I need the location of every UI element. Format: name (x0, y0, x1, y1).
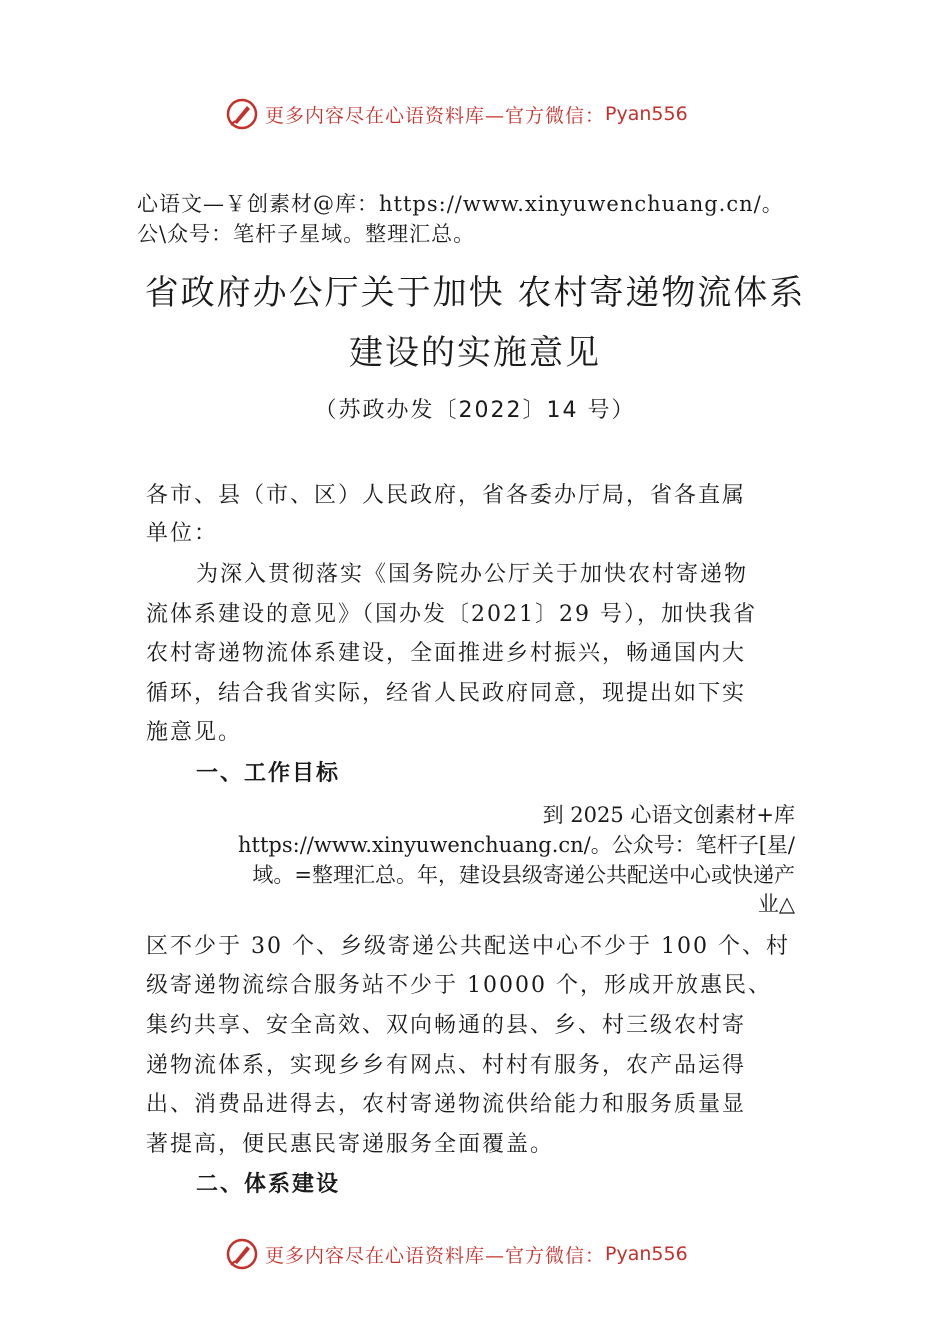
intro-line: 施意见。 (146, 720, 243, 745)
pen-logo-icon (225, 97, 259, 131)
banner-contact: Pyan556 (605, 103, 688, 125)
addressee-line-2: 单位： (146, 521, 219, 546)
intro-line: 农村寄递物流体系建设，全面推进乡村振兴，畅通国内大 (146, 641, 747, 666)
intro-line: 循环，结合我省实际，经省人民政府同意，现提出如下实 (146, 681, 747, 706)
intro-line: 为深入贯彻落实《国务院办公厅关于加快农村寄递物 (196, 562, 749, 587)
document-title-line-1: 省政府办公厅关于加快 农村寄递物流体系 (144, 273, 806, 313)
document-title-line-2: 建设的实施意见 (349, 333, 601, 373)
banner-contact: Pyan556 (605, 1243, 688, 1265)
section-2-heading: 二、体系建设 (196, 1172, 341, 1197)
insert-line: https://www.xinyuwenchuang.cn/。公众号：笔杆子[星/ (238, 833, 795, 857)
header-line-1: 心语文—￥创素材@库：https://www.xinyuwenchuang.cn/。 (137, 192, 784, 216)
bottom-banner (225, 1236, 688, 1272)
header-line-2: 公\众号：笔杆子星域。整理汇总。 (137, 222, 476, 246)
section-1-line: 递物流体系，实现乡乡有网点、村村有服务，农产品运得 (146, 1053, 747, 1078)
intro-line: 流体系建设的意见》（国办发〔2021〕29 号），加快我省 (146, 602, 757, 627)
addressee-line-1: 各市、县（市、区）人民政府，省各委办厅局，省各直属 (146, 483, 747, 508)
banner-text: 更多内容尽在心语资料库—官方微信： (265, 104, 606, 127)
section-1-line: 级寄递物流综合服务站不少于 10000 个，形成开放惠民、 (146, 973, 772, 998)
top-banner (225, 96, 688, 132)
section-1-line: 区不少于 30 个、乡级寄递公共配送中心不少于 100 个、村 (146, 934, 790, 959)
insert-line: 域。=整理汇总。年，建设县级寄递公共配送中心或快递产 (252, 863, 795, 887)
section-1-heading: 一、工作目标 (196, 761, 341, 786)
section-1-line: 著提高，便民惠民寄递服务全面覆盖。 (146, 1132, 555, 1157)
banner-text: 更多内容尽在心语资料库—官方微信： (265, 1244, 606, 1267)
document-number: （苏政办发〔2022〕14 号） (314, 398, 636, 423)
insert-line: 业△ (757, 892, 795, 916)
section-1-line: 出、消费品进得去，农村寄递物流供给能力和服务质量显 (146, 1092, 747, 1117)
insert-line: 到 2025 心语文创素材+库 (542, 803, 795, 827)
section-1-line: 集约共享、安全高效、双向畅通的县、乡、村三级农村寄 (146, 1013, 747, 1038)
pen-logo-icon (225, 1237, 259, 1271)
